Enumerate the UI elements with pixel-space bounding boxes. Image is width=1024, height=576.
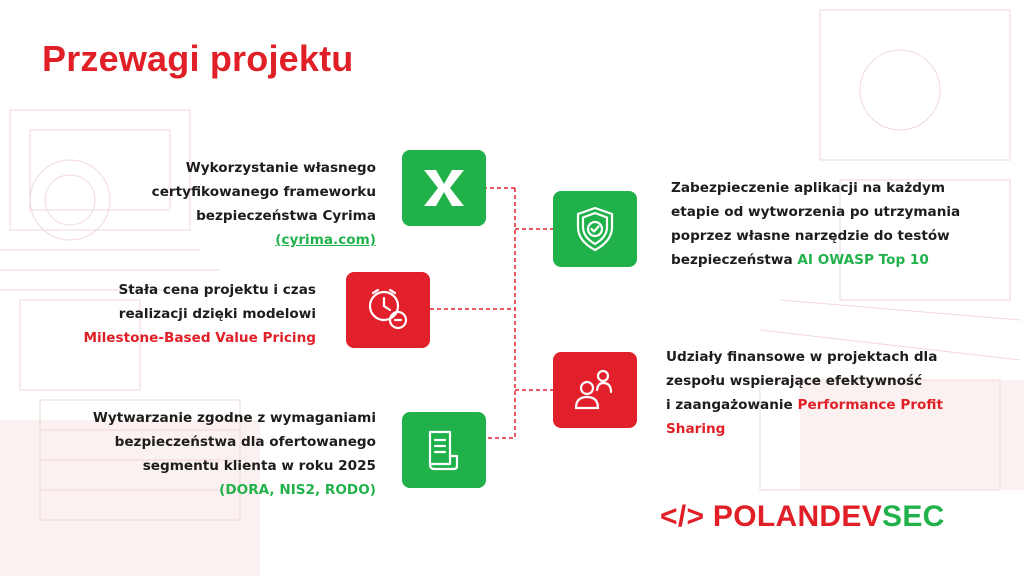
code-icon: </> [660, 500, 705, 533]
advantage-text-security: Zabezpieczenie aplikacji na każdym etapie od wytworzenia po utrzymania poprzez własne narzędzie do testów bezpieczeństwa AI OWASP Top 10 [671, 180, 961, 268]
advantage-text-cyrima: Wykorzystanie własnego certyfikowanego frameworku bezpieczeństwa Cyrima (cyrima.com) [151, 160, 376, 248]
clock-icon [365, 287, 411, 333]
polandevsec-logo: </> POLANDEVSEC [660, 500, 945, 533]
cyrima-logo-icon [422, 166, 466, 210]
advantage-text-pricing: Stała cena projektu i czas realizacji dzięki modelowi Milestone-Based Value Pricing [83, 282, 316, 346]
profit-box [553, 352, 637, 428]
cyrima-box [402, 150, 486, 226]
team-icon [571, 368, 619, 412]
compliance-box [402, 412, 486, 488]
security-box [553, 191, 637, 267]
advantage-text-compliance: Wytwarzanie zgodne z wymaganiami bezpieczeństwa dla ofertowanego segmentu klienta w roku 2025 (DORA, NIS2, RODO) [92, 410, 376, 498]
cyrima-link[interactable]: (cyrima.com) [275, 232, 376, 248]
pricing-box [346, 272, 430, 348]
document-icon [424, 428, 464, 472]
shield-check-icon [573, 205, 617, 253]
page-title: Przewagi projektu [42, 38, 354, 79]
advantage-text-profit: Udziały finansowe w projektach dla zespołu wspierające efektywność i zaangażowanie Performance Profit Sharing [666, 349, 943, 437]
